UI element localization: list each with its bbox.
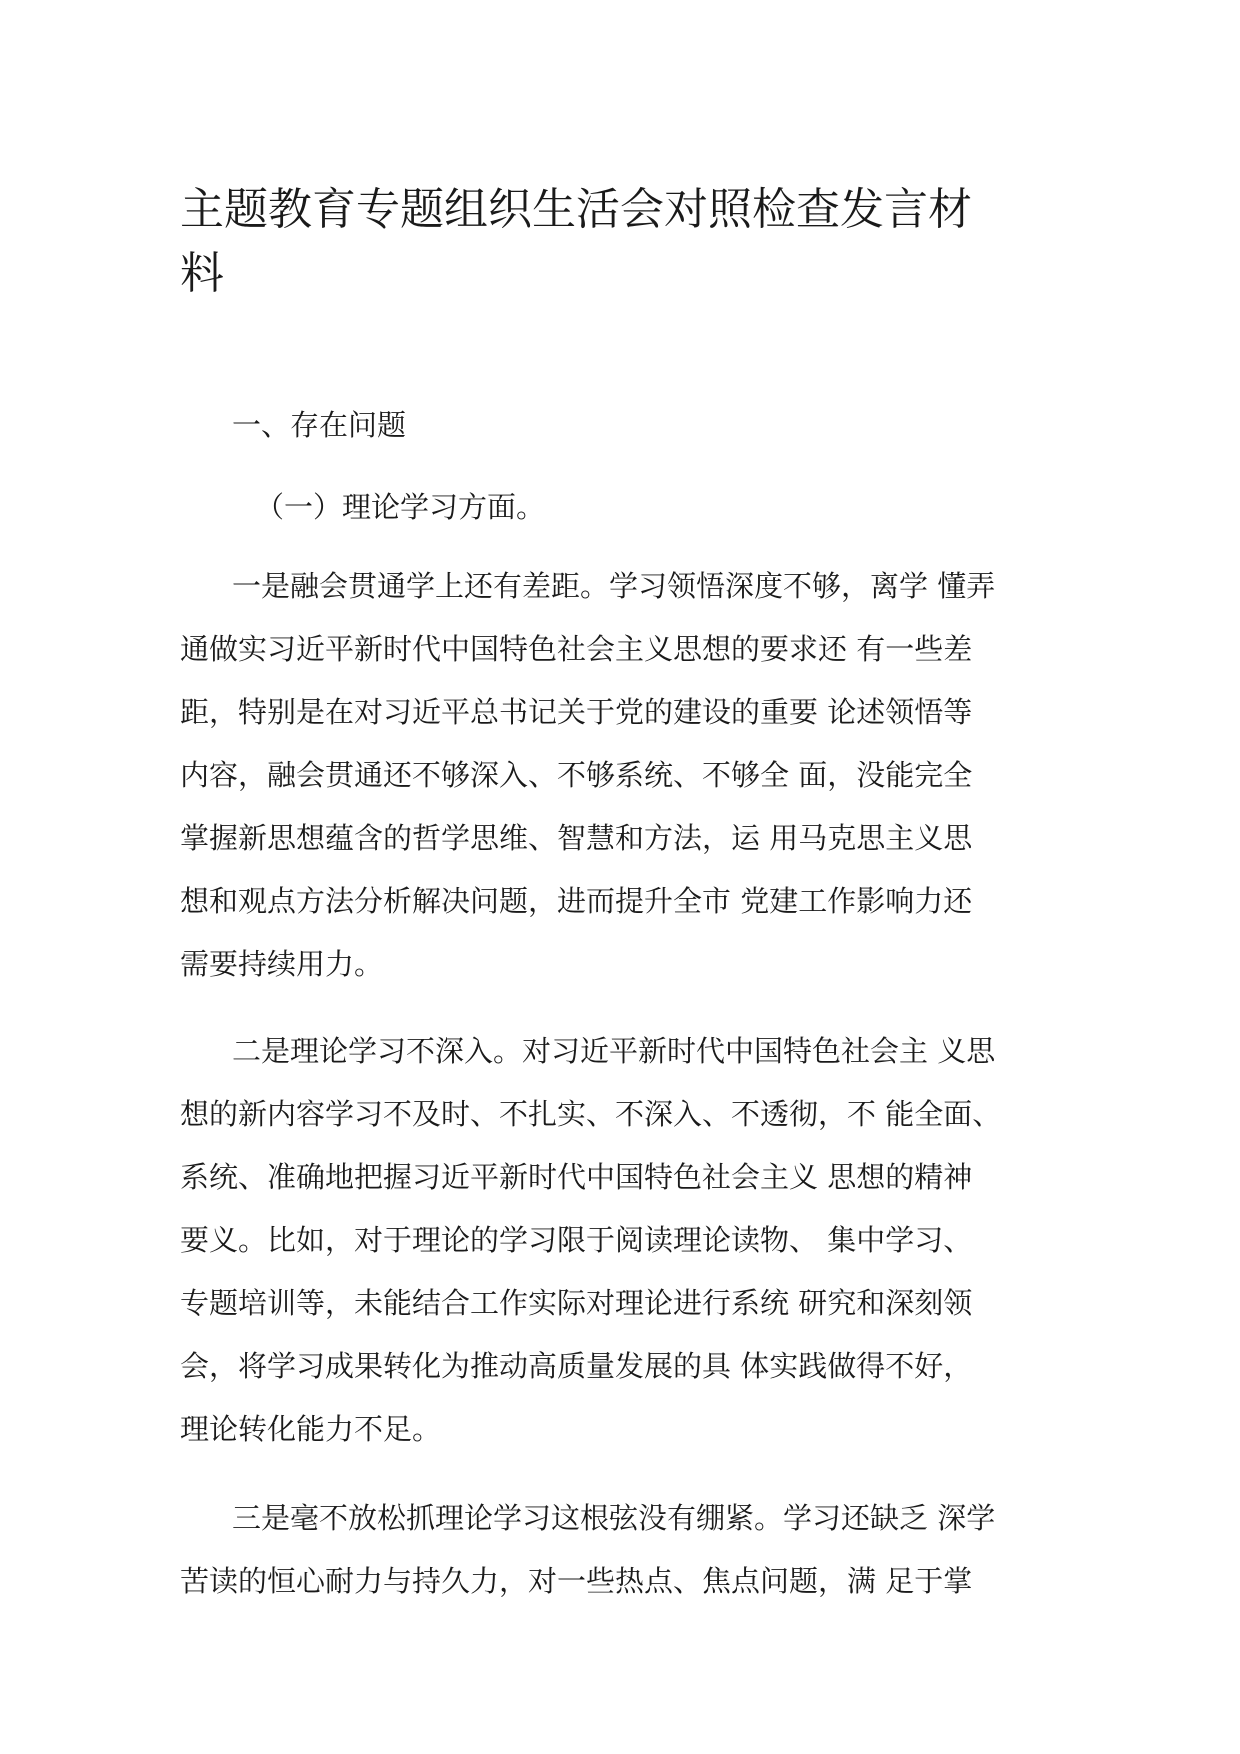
paragraph-line: 距，特别是在对习近平总书记关于党的建设的重要 论述领悟等 (180, 695, 973, 729)
title-line-1: 主题教育专题组织生活会对照检查发言材 (180, 184, 972, 235)
paragraph-line: 会，将学习成果转化为推动高质量发展的具 体实践做得不好， (180, 1349, 973, 1383)
document-title (180, 178, 1040, 306)
paragraph-3 (180, 1487, 1060, 1613)
paragraph-line: 想的新内容学习不及时、不扎实、不深入、不透彻，不 能全面、 (180, 1097, 1002, 1131)
paragraph-line: 一是融会贯通学上还有差距。学习领悟深度不够，离学 懂弄 (232, 569, 996, 603)
paragraph-line: 通做实习近平新时代中国特色社会主义思想的要求还 有一些差 (180, 632, 973, 666)
paragraph-line: 三是毫不放松抓理论学习这根弦没有绷紧。学习还缺乏 深学 (232, 1501, 996, 1535)
paragraph-line: 二是理论学习不深入。对习近平新时代中国特色社会主 义思 (232, 1034, 996, 1068)
paragraph-line: 想和观点方法分析解决问题，进而提升全市 党建工作影响力还 (180, 884, 973, 918)
paragraph-line: 要义。比如，对于理论的学习限于阅读理论读物、 集中学习、 (180, 1223, 973, 1257)
paragraph-1 (180, 555, 1060, 996)
paragraph-line: 理论转化能力不足。 (180, 1412, 442, 1446)
paragraph-line: 内容，融会贯通还不够深入、不够系统、不够全 面，没能完全 (180, 758, 973, 792)
title-line-2: 料 (180, 248, 224, 299)
paragraph-line: 专题培训等，未能结合工作实际对理论进行系统 研究和深刻领 (180, 1286, 973, 1320)
subsection-heading: （一）理论学习方面。 (255, 490, 546, 524)
paragraph-2 (180, 1020, 1060, 1461)
section-heading: 一、存在问题 (232, 408, 407, 442)
paragraph-line: 掌握新思想蕴含的哲学思维、智慧和方法，运 用马克思主义思 (180, 821, 973, 855)
paragraph-line: 需要持续用力。 (180, 947, 384, 981)
paragraph-line: 系统、准确地把握习近平新时代中国特色社会主义 思想的精神 (180, 1160, 973, 1194)
paragraph-line: 苦读的恒心耐力与持久力，对一些热点、焦点问题，满 足于掌 (180, 1564, 973, 1598)
